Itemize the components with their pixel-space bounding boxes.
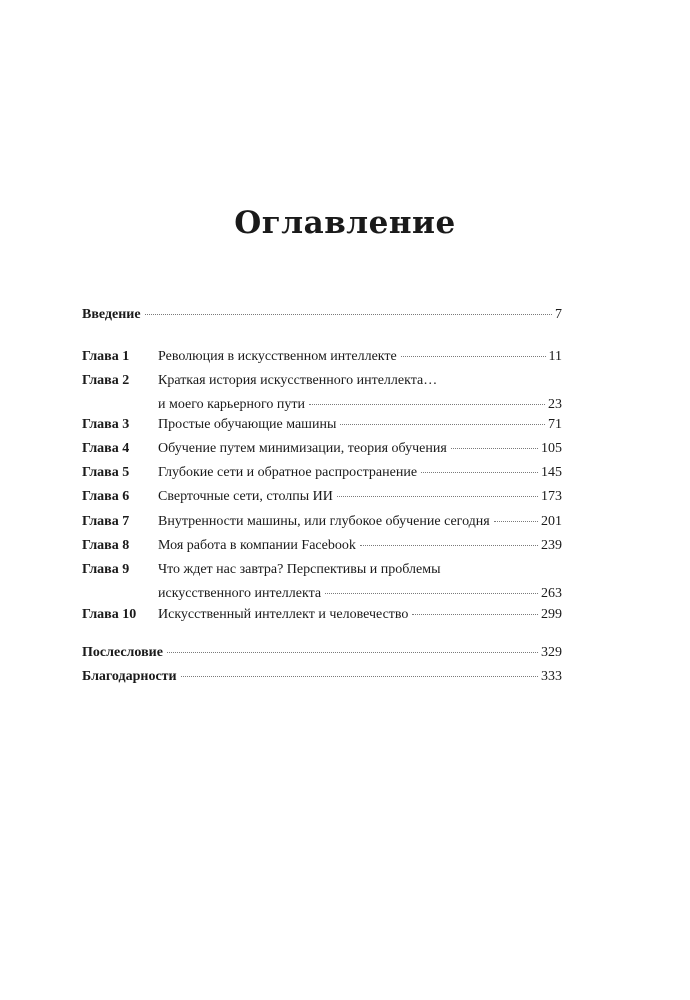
dot-leader xyxy=(421,471,538,473)
chapter-title-continued: и моего карьерного пути xyxy=(158,397,306,412)
dot-leader xyxy=(494,520,538,522)
toc-entry-chapter-8[interactable] xyxy=(82,534,562,558)
toc-entry-intro[interactable] xyxy=(82,303,562,327)
toc-entry-chapter-1[interactable] xyxy=(82,345,562,369)
chapter-number: Глава 4 xyxy=(82,441,130,456)
chapter-title: Что ждет нас завтра? Перспективы и проблемы xyxy=(158,562,441,577)
toc-entry-chapter-7[interactable] xyxy=(82,510,562,534)
chapter-title-continued: искусственного интеллекта xyxy=(158,586,322,601)
chapter-title: Краткая история искусственного интеллекта… xyxy=(158,373,438,388)
dot-leader xyxy=(401,355,546,357)
chapter-number: Глава 2 xyxy=(82,373,130,388)
chapter-title: Революция в искусственном интеллекте xyxy=(158,349,397,364)
toc-page-number: 23 xyxy=(548,397,562,412)
toc-entry-label: Введение xyxy=(82,307,141,322)
toc-entry-acknowledgements[interactable] xyxy=(82,665,562,689)
chapter-number: Глава 6 xyxy=(82,489,130,504)
chapter-number: Глава 7 xyxy=(82,514,130,529)
dot-leader xyxy=(181,675,538,677)
chapter-number: Глава 5 xyxy=(82,465,130,480)
chapter-title: Моя работа в компании Facebook xyxy=(158,538,356,553)
dot-leader xyxy=(167,651,538,653)
chapter-title: Искусственный интеллект и человечество xyxy=(158,607,409,622)
chapter-number: Глава 10 xyxy=(82,607,137,622)
toc-page-number: 299 xyxy=(541,607,562,622)
toc-page-number: 105 xyxy=(541,441,562,456)
chapter-number: Глава 1 xyxy=(82,349,130,364)
toc-page-number: 201 xyxy=(541,514,562,529)
dot-leader xyxy=(325,592,538,594)
chapter-number: Глава 8 xyxy=(82,538,130,553)
toc-entry-chapter-2[interactable] xyxy=(82,369,562,417)
dot-leader xyxy=(340,423,545,425)
chapter-title: Сверточные сети, столпы ИИ xyxy=(158,489,333,504)
dot-leader xyxy=(145,313,552,315)
chapter-number: Глава 9 xyxy=(82,562,130,577)
toc-entry-chapter-10[interactable] xyxy=(82,603,562,627)
dot-leader xyxy=(412,613,538,615)
toc-page-number: 7 xyxy=(555,307,562,322)
toc-page-number: 329 xyxy=(541,645,562,660)
toc-entry-chapter-5[interactable] xyxy=(82,461,562,485)
toc-page-number: 263 xyxy=(541,586,562,601)
toc-entry-chapter-6[interactable] xyxy=(82,485,562,509)
toc-page-number: 145 xyxy=(541,465,562,480)
chapter-title: Внутренности машины, или глубокое обучение сегодня xyxy=(158,514,490,529)
toc-entry-label: Благодарности xyxy=(82,669,177,684)
toc-page-number: 173 xyxy=(541,489,562,504)
toc-entry-label: Послесловие xyxy=(82,645,163,660)
chapter-title: Глубокие сети и обратное распространение xyxy=(158,465,418,480)
toc-page-number: 333 xyxy=(541,669,562,684)
page-title: Оглавление xyxy=(234,205,456,241)
chapter-title: Обучение путем минимизации, теория обучения xyxy=(158,441,447,456)
chapter-title: Простые обучающие машины xyxy=(158,417,337,432)
toc-entry-afterword[interactable] xyxy=(82,641,562,665)
toc-entry-chapter-4[interactable] xyxy=(82,437,562,461)
toc-page-number: 71 xyxy=(548,417,562,432)
chapter-number: Глава 3 xyxy=(82,417,130,432)
toc-entry-chapter-3[interactable] xyxy=(82,413,562,437)
dot-leader xyxy=(360,544,538,546)
dot-leader xyxy=(309,403,545,405)
toc-entry-chapter-9[interactable] xyxy=(82,558,562,606)
dot-leader xyxy=(337,495,538,497)
toc-page-number: 11 xyxy=(548,349,562,364)
toc-page-number: 239 xyxy=(541,538,562,553)
dot-leader xyxy=(451,447,538,449)
